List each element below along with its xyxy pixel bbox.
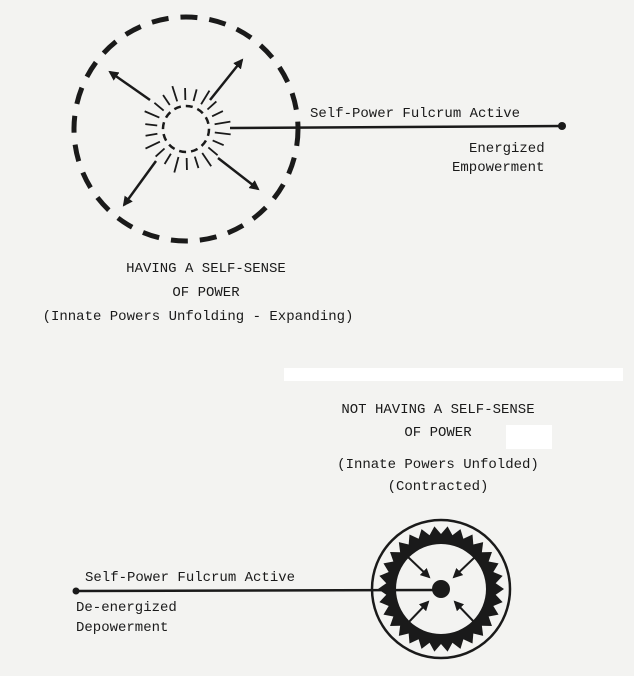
bottom-caption-line2: OF POWER xyxy=(404,425,472,441)
ray-line xyxy=(174,157,178,172)
ray-line xyxy=(146,134,158,136)
expanding-figure xyxy=(74,17,566,241)
ray-line xyxy=(202,153,211,166)
ray-line xyxy=(156,148,165,156)
top-caption-line1: HAVING A SELF-SENSE xyxy=(126,261,286,277)
bottom-caption-line4: (Contracted) xyxy=(387,479,489,495)
ray-line xyxy=(195,157,199,168)
ray-line xyxy=(208,147,217,155)
ray-line xyxy=(201,91,209,105)
ray-line xyxy=(215,132,231,134)
ray-line xyxy=(163,95,170,105)
ray-line xyxy=(207,101,216,109)
contracted-arrow-upper-right xyxy=(454,557,475,577)
top-fulcrum-end-dot xyxy=(558,122,566,130)
bottom-fulcrum-end-dot xyxy=(73,588,80,595)
ray-line xyxy=(154,103,163,111)
ray-line xyxy=(212,111,223,116)
bottom-caption-line3: (Innate Powers Unfolded) xyxy=(337,457,539,473)
contracted-arrow-upper-left xyxy=(408,557,429,577)
highlight-patch xyxy=(506,425,552,449)
top-fulcrum-label: Self-Power Fulcrum Active xyxy=(310,106,521,122)
top-fulcrum-line xyxy=(230,126,562,128)
ray-line xyxy=(145,124,157,125)
ray-line xyxy=(194,89,197,101)
top-caption-line3: (Innate Powers Unfolding - Expanding) xyxy=(42,309,354,325)
bottom-caption-line1: NOT HAVING A SELF-SENSE xyxy=(341,402,535,418)
ray-line xyxy=(146,142,160,149)
bottom-state-line1: De-energized xyxy=(76,600,177,616)
ray-line xyxy=(145,111,160,117)
ray-line xyxy=(172,86,177,101)
expanding-arrow-upper-left xyxy=(110,72,150,100)
expanding-arrow-lower-right xyxy=(218,158,258,189)
top-state-line1: Energized xyxy=(469,141,545,157)
ray-line xyxy=(213,140,224,145)
contracted-arrow-lower-right xyxy=(455,602,476,624)
bottom-state-line2: Depowerment xyxy=(76,620,169,636)
highlight-bar xyxy=(284,368,623,381)
expanding-inner-dashed-circle xyxy=(163,106,209,152)
ray-line xyxy=(165,154,171,164)
expanding-arrow-lower-left xyxy=(124,161,156,205)
top-state-line2: Empowerment xyxy=(452,160,545,176)
radiating-rays xyxy=(145,86,231,172)
expanding-arrow-upper-right xyxy=(210,60,242,100)
bottom-fulcrum-label: Self-Power Fulcrum Active xyxy=(85,570,296,586)
contracted-figure xyxy=(73,520,511,658)
contracted-arrow-lower-left xyxy=(406,602,428,625)
contracted-core-dot xyxy=(432,580,450,598)
ray-line xyxy=(215,122,231,125)
top-caption-line2: OF POWER xyxy=(172,285,240,301)
